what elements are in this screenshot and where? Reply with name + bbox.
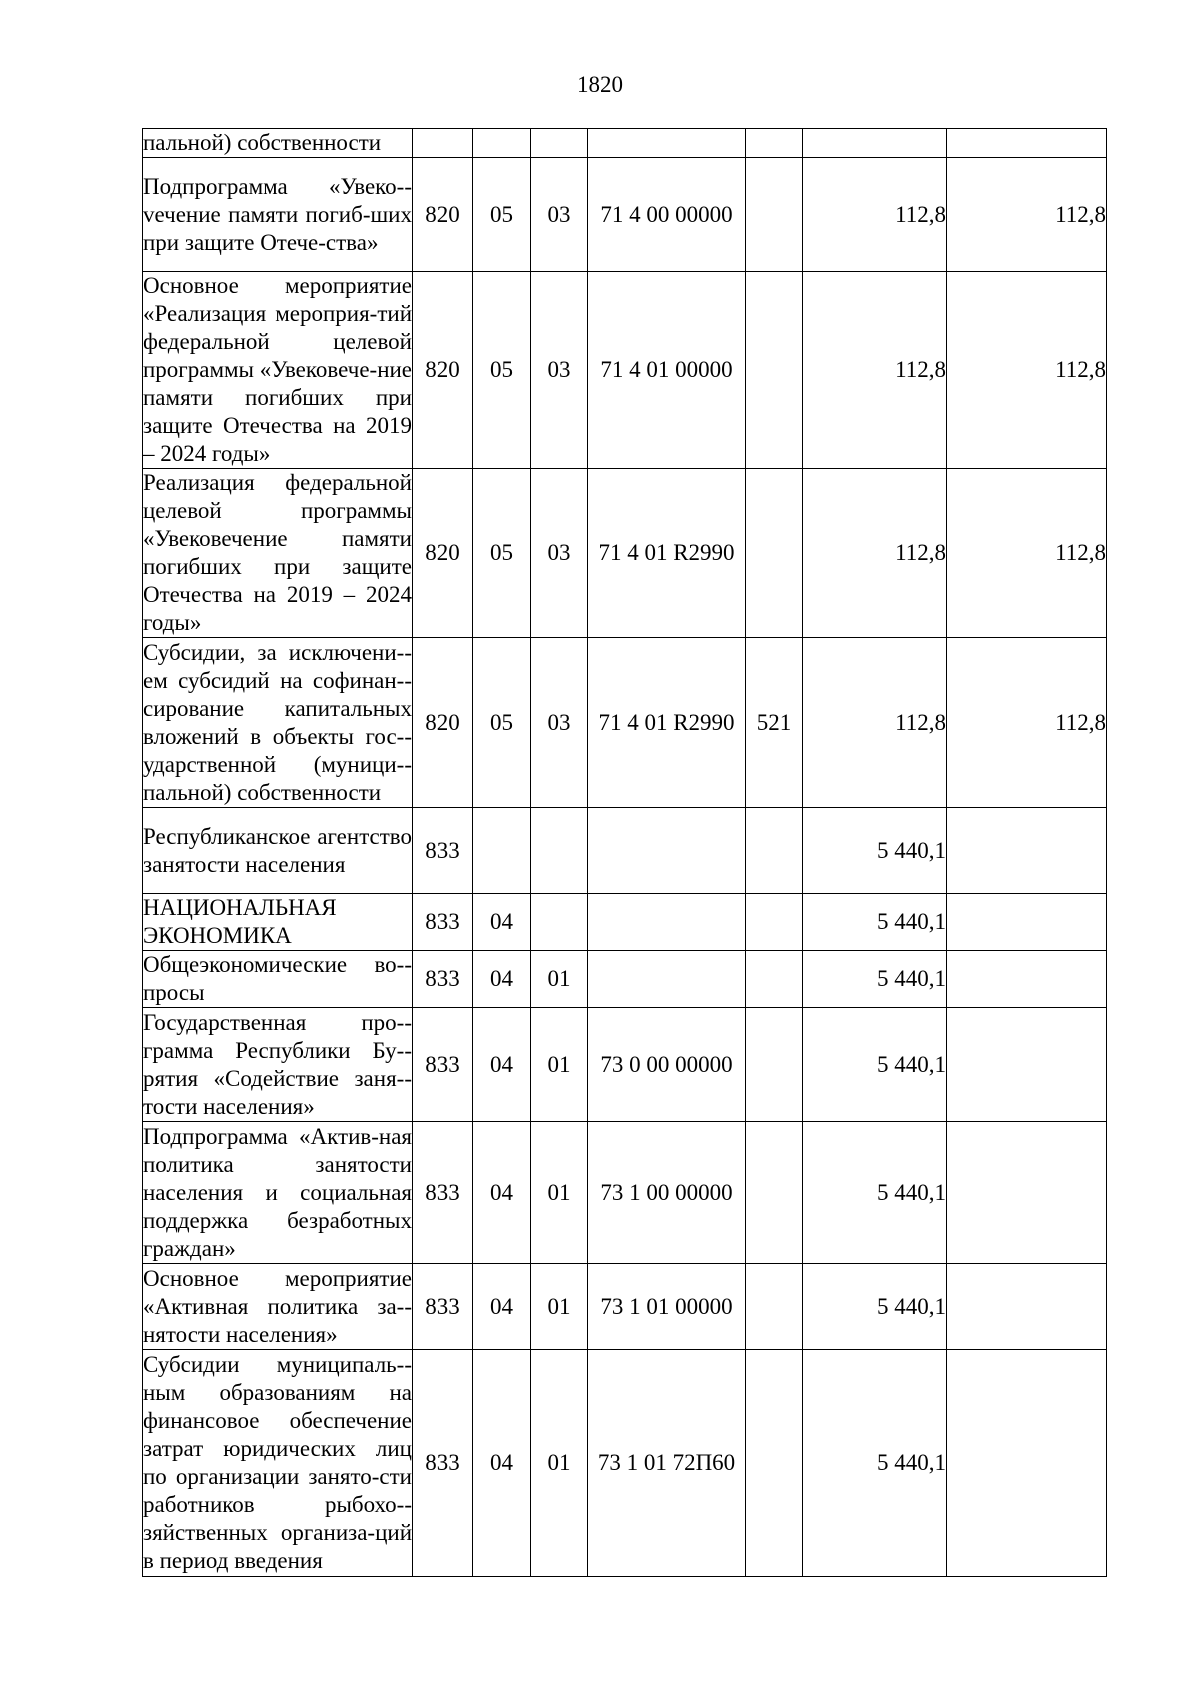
- table-row: [143, 1350, 1107, 1577]
- row-pr: 01: [531, 1264, 588, 1350]
- row-csr: 73 1 01 00000: [588, 1264, 746, 1350]
- row-csr: 71 4 01 R2990: [588, 469, 746, 638]
- row-vr: [746, 808, 803, 894]
- row-sum1: 5 440,1: [803, 894, 947, 951]
- row-pr: 01: [531, 951, 588, 1008]
- table-row: [143, 894, 1107, 951]
- table-row: [143, 1122, 1107, 1264]
- row-pr: 03: [531, 638, 588, 808]
- row-ved: 820: [413, 272, 473, 469]
- table-row: [143, 951, 1107, 1008]
- row-csr: [588, 894, 746, 951]
- row-vr: [746, 951, 803, 1008]
- row-ved: 820: [413, 469, 473, 638]
- table-row: [143, 469, 1107, 638]
- row-rz: 04: [473, 1122, 531, 1264]
- row-name: Республиканское агентство занятости населения: [143, 808, 413, 894]
- row-rz: 04: [473, 951, 531, 1008]
- row-ved: 833: [413, 951, 473, 1008]
- row-sum2: [947, 1122, 1107, 1264]
- row-pr: 01: [531, 1008, 588, 1122]
- table-row: [143, 638, 1107, 808]
- row-sum2: [947, 129, 1107, 158]
- row-rz: [473, 808, 531, 894]
- row-rz: 05: [473, 158, 531, 272]
- row-vr: [746, 272, 803, 469]
- row-vr: [746, 894, 803, 951]
- row-ved: 833: [413, 1350, 473, 1577]
- row-ved: 820: [413, 638, 473, 808]
- row-pr: [531, 129, 588, 158]
- row-pr: [531, 894, 588, 951]
- row-rz: 04: [473, 894, 531, 951]
- row-vr: [746, 1008, 803, 1122]
- row-sum2: [947, 1264, 1107, 1350]
- budget-table: [142, 128, 1107, 1577]
- row-sum1: 5 440,1: [803, 1264, 947, 1350]
- table-row: [143, 1008, 1107, 1122]
- row-pr: 01: [531, 1122, 588, 1264]
- row-sum1: [803, 129, 947, 158]
- row-ved: 833: [413, 1122, 473, 1264]
- row-sum2: 112,8: [947, 158, 1107, 272]
- row-rz: 04: [473, 1008, 531, 1122]
- row-vr: 521: [746, 638, 803, 808]
- row-pr: [531, 808, 588, 894]
- row-name: пальной) собственности: [143, 129, 413, 158]
- row-csr: [588, 129, 746, 158]
- row-rz: [473, 129, 531, 158]
- row-sum1: 5 440,1: [803, 1350, 947, 1577]
- row-name: Реализация федеральной целевой программы «Увековечение памяти погибших при защите Отечества на 2019 – 2024 годы»: [143, 469, 413, 638]
- row-name: Основное мероприятие «Активная политика за-нятости населения»: [143, 1264, 413, 1350]
- row-ved: 833: [413, 1008, 473, 1122]
- row-name: Подпрограмма «Увеко-vечение памяти погиб-ших при защите Отече-ства»: [143, 158, 413, 272]
- row-rz: 05: [473, 469, 531, 638]
- row-sum2: [947, 808, 1107, 894]
- row-vr: [746, 129, 803, 158]
- row-pr: 03: [531, 158, 588, 272]
- row-sum2: 112,8: [947, 638, 1107, 808]
- row-vr: [746, 1122, 803, 1264]
- row-name: Субсидии муниципаль-ным образованиям на финансовое обеспечение затрат юридических лиц по организации занято-сти работников рыбохо-зяйственных организа-ций в период введения: [143, 1350, 413, 1577]
- row-ved: [413, 129, 473, 158]
- row-name: НАЦИОНАЛЬНАЯ ЭКОНОМИКА: [143, 894, 413, 951]
- row-sum1: 112,8: [803, 272, 947, 469]
- table-row: [143, 808, 1107, 894]
- row-rz: 04: [473, 1264, 531, 1350]
- row-vr: [746, 1264, 803, 1350]
- row-name: Подпрограмма «Актив-ная политика занятости населения и социальная поддержка безработных граждан»: [143, 1122, 413, 1264]
- row-sum2: 112,8: [947, 469, 1107, 638]
- row-sum2: [947, 951, 1107, 1008]
- row-ved: 833: [413, 1264, 473, 1350]
- row-rz: 05: [473, 638, 531, 808]
- row-name: Основное мероприятие «Реализация мероприя-тий федеральной целевой программы «Увековече-ние памяти погибших при защите Отечества на 2019 – 2024 годы»: [143, 272, 413, 469]
- row-vr: [746, 158, 803, 272]
- row-name: Общеэкономические во-просы: [143, 951, 413, 1008]
- row-sum1: 5 440,1: [803, 951, 947, 1008]
- row-csr: 73 1 01 72П60: [588, 1350, 746, 1577]
- row-sum2: [947, 1350, 1107, 1577]
- row-name: Государственная про-грамма Республики Бу-рятия «Содействие заня-тости населения»: [143, 1008, 413, 1122]
- table-row: [143, 272, 1107, 469]
- row-sum1: 5 440,1: [803, 1008, 947, 1122]
- row-csr: 73 0 00 00000: [588, 1008, 746, 1122]
- row-vr: [746, 1350, 803, 1577]
- row-csr: 71 4 01 00000: [588, 272, 746, 469]
- row-sum2: [947, 1008, 1107, 1122]
- row-sum1: 112,8: [803, 638, 947, 808]
- row-pr: 03: [531, 272, 588, 469]
- table-row: [143, 129, 1107, 158]
- table-row: [143, 1264, 1107, 1350]
- row-rz: 05: [473, 272, 531, 469]
- row-csr: 71 4 01 R2990: [588, 638, 746, 808]
- page-number: 1820: [577, 72, 623, 97]
- row-sum1: 112,8: [803, 469, 947, 638]
- row-ved: 833: [413, 894, 473, 951]
- row-ved: 833: [413, 808, 473, 894]
- row-csr: [588, 951, 746, 1008]
- row-sum1: 5 440,1: [803, 1122, 947, 1264]
- row-csr: [588, 808, 746, 894]
- row-rz: 04: [473, 1350, 531, 1577]
- table-row: [143, 158, 1107, 272]
- row-sum2: 112,8: [947, 272, 1107, 469]
- row-name: Субсидии, за исключени-ем субсидий на софинан-сирование капитальных вложений в объекты гос-ударственной (муници-пальной) собственности: [143, 638, 413, 808]
- row-sum1: 5 440,1: [803, 808, 947, 894]
- row-csr: 71 4 00 00000: [588, 158, 746, 272]
- row-sum2: [947, 894, 1107, 951]
- row-pr: 01: [531, 1350, 588, 1577]
- row-vr: [746, 469, 803, 638]
- row-sum1: 112,8: [803, 158, 947, 272]
- row-csr: 73 1 00 00000: [588, 1122, 746, 1264]
- row-ved: 820: [413, 158, 473, 272]
- row-pr: 03: [531, 469, 588, 638]
